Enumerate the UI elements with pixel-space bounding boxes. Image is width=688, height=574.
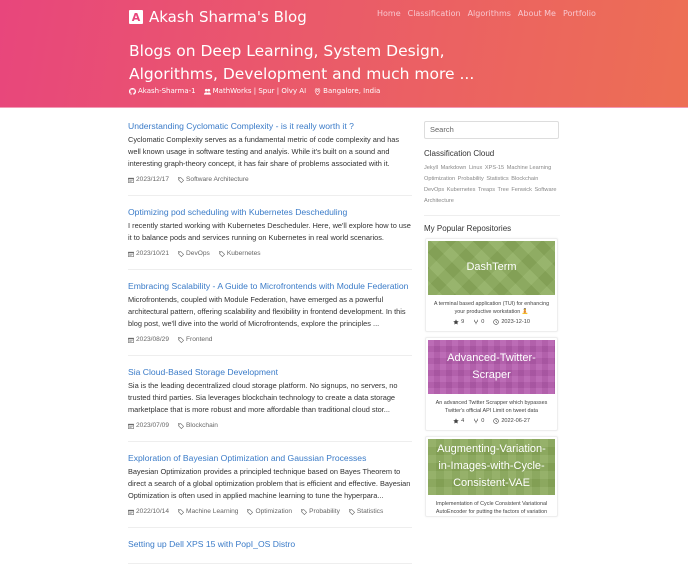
repo-banner[interactable]: Advanced-Twitter-Scraper <box>428 340 555 394</box>
post-title-link[interactable]: Understanding Cyclomatic Complexity - is it really worth it ? <box>128 121 354 131</box>
repo-stats <box>426 316 557 331</box>
work-info <box>204 87 307 95</box>
tag-icon <box>178 337 184 343</box>
tag-icon <box>219 251 225 257</box>
people-icon <box>204 88 211 95</box>
post-excerpt: Sia is the leading decentralized cloud storage platform. No signups, no servers, no trusted third parties. Sia leverages blockchain technology to create a data storage marketplace that is more robust and more affordable than traditional cloud stor... <box>128 381 398 414</box>
cloud-tag[interactable]: Linux <box>468 164 483 171</box>
tag-icon <box>178 423 184 429</box>
post-excerpt: Cyclomatic Complexity serves as a fundamental metric of code complexity and has well known usage in software testing and analyis. While it's built on a sound and interesting graph-theory concept, it has fair share of problems associated with it. <box>128 135 400 168</box>
stars-count: 4 <box>461 417 465 424</box>
post-tag[interactable] <box>219 250 261 257</box>
top-nav <box>377 9 603 18</box>
post-tag-text: Machine Learning <box>186 508 239 515</box>
updated-date: 2023-12-10 <box>501 318 530 325</box>
post-meta <box>128 422 412 429</box>
calendar-icon <box>128 177 134 183</box>
star-icon <box>453 418 459 424</box>
post-tag[interactable] <box>178 176 249 183</box>
work-text: MathWorks | Spur | Olvy AI <box>212 87 307 95</box>
repo-forks <box>473 319 484 325</box>
post-tag-text: Optimization <box>255 508 293 515</box>
post-item <box>128 120 412 196</box>
cloud-tag[interactable]: Treaps <box>477 186 496 193</box>
forks-count: 0 <box>481 417 485 424</box>
post-item <box>128 366 412 442</box>
author-meta <box>129 87 380 95</box>
tag-icon <box>178 177 184 183</box>
classification-cloud <box>424 163 560 207</box>
classification-cloud-heading: Classification Cloud <box>424 148 495 158</box>
hero-banner <box>0 0 688 108</box>
post-title-link[interactable]: Sia Cloud-Based Storage Development <box>128 367 279 377</box>
cloud-tag[interactable]: Statistics <box>486 175 509 182</box>
post-tag-text: DevOps <box>186 250 210 257</box>
site-tagline: Blogs on Deep Learning, System Design, Algorithms, Development and much more ... <box>129 42 475 83</box>
updated-date: 2022-06-27 <box>501 417 530 424</box>
post-date <box>128 422 169 429</box>
github-link[interactable] <box>129 87 196 95</box>
repo-list <box>424 238 560 517</box>
post-tag-text: Software Architecture <box>186 176 249 183</box>
post-excerpt: I recently started working with Kubernetes Descheduler. Here, we'll explore how to use it to balance pods and services running on Kubernetes in real world scenarios. <box>128 221 411 242</box>
cloud-tag[interactable]: Jekyll <box>424 164 438 171</box>
cloud-tag[interactable]: DevOps <box>424 186 445 193</box>
post-tag-text: Blockchain <box>186 422 218 429</box>
clock-icon <box>493 319 499 325</box>
repo-description: An advanced Twitter Scrapper which bypasses Twitter's official API Limit on tweet data <box>435 399 548 414</box>
post-meta <box>128 250 412 257</box>
nav-algorithms[interactable]: Algorithms <box>467 9 511 18</box>
fork-icon <box>473 319 479 325</box>
site-brand[interactable] <box>129 6 307 28</box>
search-input[interactable] <box>424 121 559 139</box>
cloud-tag[interactable]: Probability <box>457 175 484 182</box>
post-title-link[interactable]: Embracing Scalability - A Guide to Microfrontends with Module Federation <box>128 281 409 291</box>
post-date-text: 2022/10/14 <box>136 508 170 515</box>
repo-updated <box>493 418 530 424</box>
github-icon <box>129 88 136 95</box>
post-excerpt: Bayesian Optimization provides a principled technique based on Bayes Theorem to direct a search of a global optimization problem that is efficient and effective. Bayesian Optimization is often used in applied machine learning to tune the hyperpara... <box>128 467 411 500</box>
cloud-tag[interactable]: Optimization <box>424 175 456 182</box>
post-item <box>128 206 412 270</box>
cloud-tag[interactable]: XPS-15 <box>484 164 505 171</box>
repo-card[interactable] <box>425 436 558 517</box>
post-tag[interactable] <box>178 422 218 429</box>
repo-stars <box>453 418 464 424</box>
repo-description: Implementation of Cycle Consistent Variational AutoEncoder for putting the factors of variation <box>435 500 548 515</box>
post-item <box>128 280 412 356</box>
post-meta <box>128 176 412 183</box>
post-item <box>128 538 412 564</box>
brand-logo-icon: A <box>129 10 143 24</box>
fork-icon <box>473 418 479 424</box>
github-username: Akash-Sharma-1 <box>138 87 196 95</box>
post-tag-text: Probability <box>309 508 340 515</box>
nav-portfolio[interactable]: Portfolio <box>562 9 596 18</box>
repo-card[interactable] <box>425 238 558 332</box>
location-info <box>314 87 380 95</box>
post-date-text: 2023/07/09 <box>136 422 170 429</box>
tag-icon <box>178 251 184 257</box>
repo-updated <box>493 319 530 325</box>
repo-card[interactable] <box>425 337 558 431</box>
nav-about-me[interactable]: About Me <box>517 9 556 18</box>
sidebar <box>424 119 560 517</box>
nav-classification[interactable]: Classification <box>407 9 461 18</box>
site-title[interactable]: Akash Sharma's Blog <box>149 8 307 26</box>
repo-stars <box>453 319 464 325</box>
repo-banner[interactable]: Augmenting-Variation-in-Images-with-Cycle-Consistent-VAE <box>428 439 555 495</box>
star-icon <box>453 319 459 325</box>
cloud-tag[interactable]: Kubernetes <box>446 186 476 193</box>
post-meta <box>128 336 412 343</box>
calendar-icon <box>128 251 134 257</box>
nav-home[interactable]: Home <box>377 9 401 18</box>
post-date <box>128 336 169 343</box>
forks-count: 0 <box>481 318 485 325</box>
cloud-tag[interactable]: Software Architecture <box>424 186 557 204</box>
cloud-tag[interactable]: Fenwick <box>511 186 532 193</box>
clock-icon <box>493 418 499 424</box>
post-date-text: 2023/08/29 <box>136 336 170 343</box>
post-tag[interactable] <box>178 250 210 257</box>
cloud-tag[interactable]: Machine Learning <box>506 164 552 171</box>
calendar-icon <box>128 337 134 343</box>
post-date-text: 2023/12/17 <box>136 176 170 183</box>
repo-description: A terminal based application (TUI) for enhancing your productive workstation 🧘 <box>433 300 550 315</box>
post-tag-text: Frontend <box>186 336 213 343</box>
repo-forks <box>473 418 484 424</box>
cloud-tag[interactable]: Tree <box>497 186 509 193</box>
post-tag-text: Kubernetes <box>226 250 261 257</box>
popular-repos-heading: My Popular Repositories <box>424 223 512 233</box>
post-date-text: 2023/10/21 <box>136 250 170 257</box>
post-title-link[interactable]: Exploration of Bayesian Optimization and Gaussian Processes <box>128 453 367 463</box>
location-text: Bangalore, India <box>323 87 381 95</box>
sidebar-divider <box>424 215 560 216</box>
stars-count: 9 <box>461 318 465 325</box>
calendar-icon <box>128 423 134 429</box>
post-item <box>128 452 412 528</box>
post-title-link[interactable]: Setting up Dell XPS 15 with PopI_OS Distro <box>128 539 296 549</box>
post-list <box>128 118 412 574</box>
post-date <box>128 176 169 183</box>
post-tag-text: Statistics <box>356 508 384 515</box>
post-tag[interactable] <box>178 336 212 343</box>
cloud-tag[interactable]: Blockchain <box>511 175 539 182</box>
cloud-tag[interactable]: Markdown <box>440 164 467 171</box>
post-excerpt: Microfrontends, coupled with Module Federation, have emerged as a powerful architectural pattern, offering scalability and flexibility in frontend development. In this blog post, we'll dive into the world of Microfrontends, explore the principles ... <box>128 295 406 328</box>
location-pin-icon <box>314 88 321 95</box>
repo-banner[interactable]: DashTerm <box>428 241 555 295</box>
post-title-link[interactable]: Optimizing pod scheduling with Kubernetes Descheduling <box>128 207 348 217</box>
repo-stats <box>426 415 557 430</box>
post-date <box>128 250 169 257</box>
